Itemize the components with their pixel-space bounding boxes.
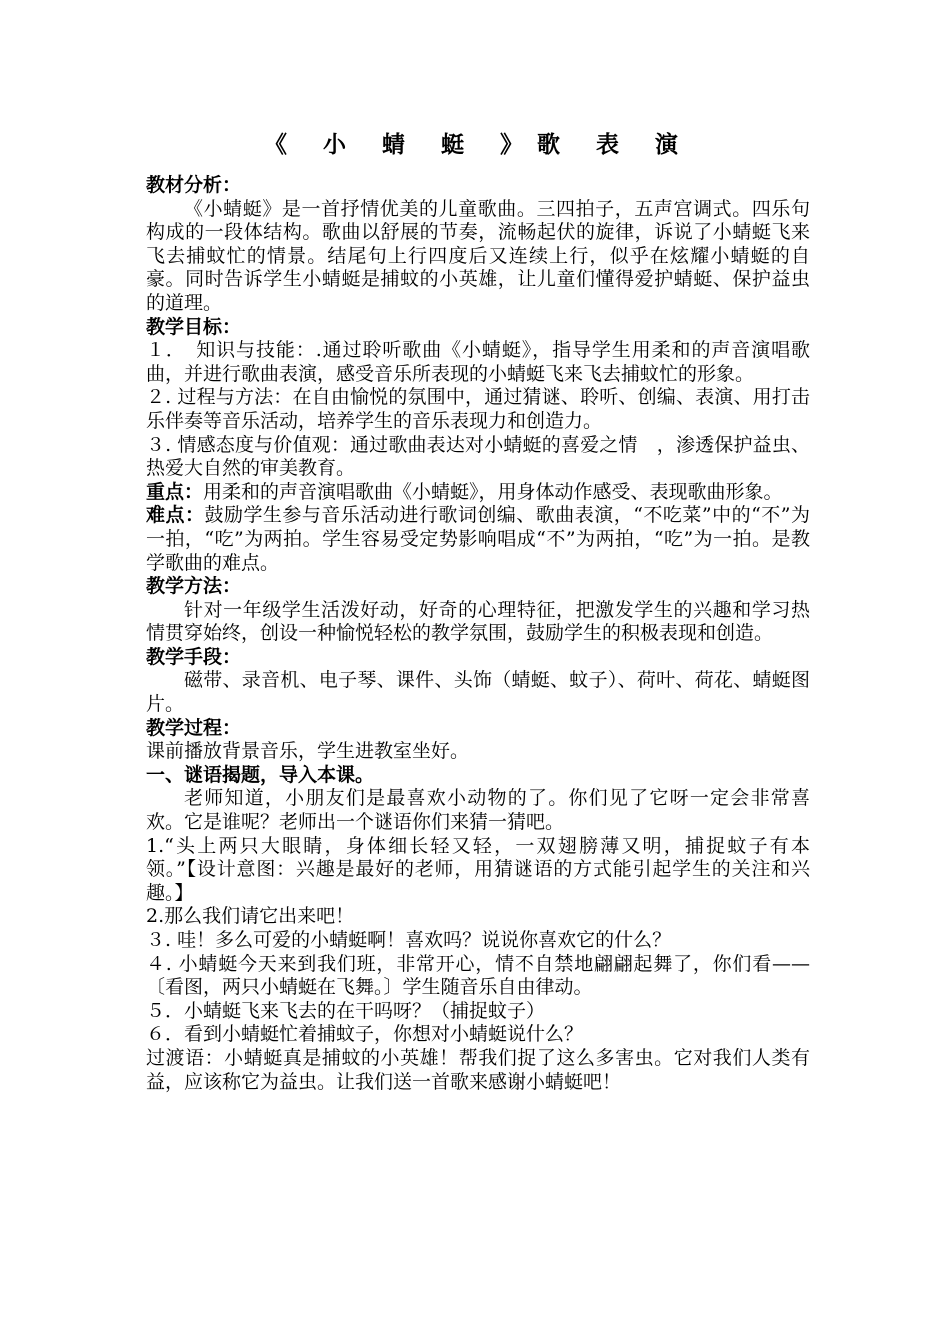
process-list-item-3: ３. 哇！多么可爱的小蜻蜓啊！喜欢吗？说说你喜欢它的什么？ bbox=[146, 929, 672, 951]
tools-paragraph: 磁带、录音机、电子琴、课件、头饰（蜻蜓、蚊子）、荷叶、荷花、蜻蜓图片。 bbox=[146, 669, 810, 716]
section-heading-methods: 教学方法： bbox=[146, 575, 242, 598]
goal-item-1: １． 知识与技能：.通过聆听歌曲《小蜻蜓》，指导学生用柔和的声音演唱歌曲，并进行歌曲表演，感受音乐所表现的小蜻蜓飞来飞去捕蚊忙的形象。 bbox=[146, 339, 810, 385]
section-heading-goals: 教学目标： bbox=[146, 315, 242, 338]
difficulty-label: 难点： bbox=[146, 504, 205, 527]
difficulty-text: 鼓励学生参与音乐活动进行歌词创编、歌曲表演，“不吃菜”中的“不”为一拍，“吃”为两拍。学生容易受定势影响唱成“不”为两拍，“吃”为一拍。是教学歌曲的难点。 bbox=[146, 504, 810, 574]
process-intro: 课前播放背景音乐，学生进教室坐好。 bbox=[146, 740, 470, 763]
process-subheading-1: 一、谜语揭题，导入本课。 bbox=[146, 763, 375, 786]
process-list-item-4: ４. 小蜻蜓今天来到我们班，非常开心，情不自禁地翩翩起舞了，你们看—— 〔看图，两只小蜻蜓在飞舞。〕学生随音乐自由律动。 bbox=[146, 952, 830, 999]
process-list-item-6: ６．看到小蜻蜓忙着捕蚊子，你想对小蜻蜓说什么？ bbox=[146, 1023, 584, 1046]
analysis-paragraph: 《小蜻蜓》是一首抒情优美的儿童歌曲。三四拍子，五声宫调式。四乐句构成的一段体结构。歌曲以舒展的节奏，流畅起伏的旋律，诉说了小蜻蜓飞来飞去捕蚊忙的情景。结尾句上行四度后又连续上行，似乎在炫耀小蜻蜓的自豪。同时告诉学生小蜻蜓是捕蚊的小英雄，让儿童们懂得爱护蜻蜓、保护益虫的道理。 bbox=[146, 197, 810, 314]
document-page bbox=[146, 130, 830, 1094]
key-point-text: 用柔和的声音演唱歌曲《小蜻蜓》，用身体动作感受、表现歌曲形象。 bbox=[203, 480, 783, 503]
key-point-label: 重点： bbox=[146, 480, 204, 503]
key-point bbox=[146, 481, 810, 505]
goal-item-3: ３. 情感态度与价值观：通过歌曲表达对小蜻蜓的喜爱之情 ，渗透保护益虫、热爱大自然的审美教育。 bbox=[146, 433, 810, 480]
process-list-item-5: ５．小蜻蜓飞来飞去的在干吗呀？（捕捉蚊子） bbox=[146, 999, 546, 1022]
methods-paragraph: 针对一年级学生活泼好动，好奇的心理特征，把激发学生的兴趣和学习热情贯穿始终，创设一种愉悦轻松的教学氛围，鼓励学生的积极表现和创造。 bbox=[146, 598, 810, 645]
difficulty-point bbox=[146, 504, 810, 575]
section-heading-analysis: 教材分析： bbox=[146, 174, 242, 196]
document-title: 《 小 蜻 蜓 》歌 表 演 bbox=[263, 131, 693, 158]
process-paragraph-1: 老师知道，小朋友们是最喜欢小动物的了。你们见了它呀一定会非常喜欢。它是谁呢？老师出一个谜语你们来猜一猜吧。 bbox=[146, 787, 810, 834]
section-heading-process: 教学过程： bbox=[146, 716, 242, 739]
process-list-item-1: 1.“头上两只大眼睛，身体细长轻又轻，一双翅膀薄又明，捕捉蚊子有本领。”【设计意图：兴趣是最好的老师，用猜谜语的方式能引起学生的关注和兴趣。】 bbox=[146, 834, 810, 904]
section-heading-tools: 教学手段： bbox=[146, 645, 242, 668]
process-list-item-2: 2.那么我们请它出来吧！ bbox=[146, 905, 355, 928]
transition-text: 过渡语：小蜻蜓真是捕蚊的小英雄！帮我们捉了这么多害虫。它对我们人类有益，应该称它为益虫。让我们送一首歌来感谢小蜻蜓吧！ bbox=[146, 1046, 810, 1093]
goal-item-2: ２. 过程与方法：在自由愉悦的氛围中，通过猜谜、聆听、创编、表演、用打击乐伴奏等音乐活动，培养学生的音乐表现力和创造力。 bbox=[146, 386, 810, 432]
